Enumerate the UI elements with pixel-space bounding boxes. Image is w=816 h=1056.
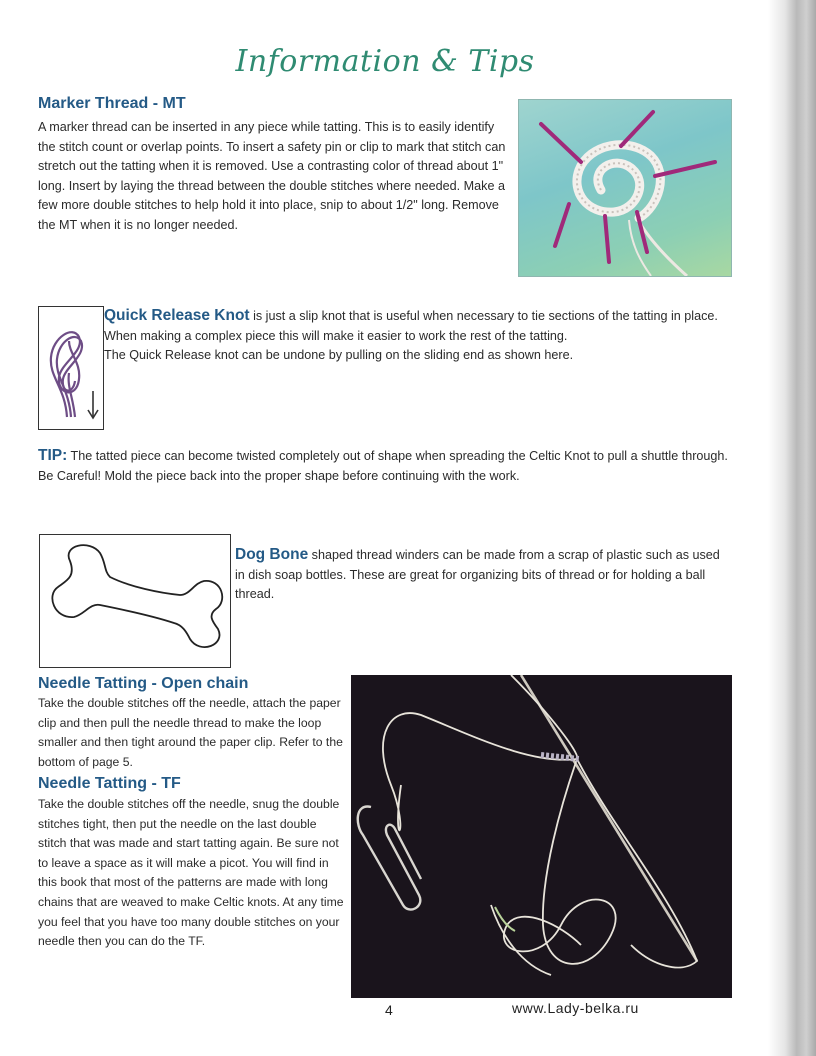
tip-text	[38, 446, 738, 486]
marker-thread-heading: Marker Thread - MT	[38, 95, 186, 112]
dog-bone-body: shaped thread winders can be made from a scrap of plastic such as used in dish soap bottles. These are great for organizing bits of thread or for holding a ball thread.	[235, 548, 720, 602]
needle-tf-text: Take the double stitches off the needle, snug the double stitches tight, then put the needle on the last double stitch that was made and start tatting again. Be sure not to leave a space as it will make a picot. You will find in this book that most of the patterns are made with long chains that are weaved to make Celtic knots. At any time you feel that you have too many double stitches on your needle then you can do the TF.	[38, 797, 344, 949]
page-edge-shadow	[768, 0, 816, 1056]
quick-release-body: is just a slip knot that is useful when necessary to tie sections of the tatting in place. When making a complex piece this will make it easier to work the rest of the tatting.	[104, 309, 718, 343]
page-title: Information & Tips	[235, 44, 535, 79]
footer-url[interactable]: www.Lady-belka.ru	[512, 1000, 639, 1016]
slip-knot-icon	[38, 306, 104, 430]
needle-open-heading: Needle Tatting - Open chain	[38, 675, 249, 692]
dog-bone-text	[235, 545, 733, 605]
tip-body: The tatted piece can become twisted completely out of shape when spreading the Celtic Knot to pull a shuttle through. Be Careful! Mold the piece back into the proper shape before continuing with the work.	[38, 449, 728, 483]
marker-thread-photo	[519, 100, 731, 276]
quick-release-text	[104, 306, 736, 366]
needle-tatting-photo	[351, 675, 732, 998]
tip-lead: TIP:	[38, 447, 68, 464]
page-number: 4	[385, 1002, 393, 1018]
marker-thread-text: A marker thread can be inserted in any piece while tatting. This is to easily identify the stitch count or overlap points. To insert a safety pin or clip to mark that stitch can stretch out the tatting when it is removed. Use a contrasting color of thread about 1" long. Insert by laying the thread between the double stitches where needed. Make a few more double stitches to help hold it into place, snip to about 1/2" long. Remove the MT when it is no longer needed.	[38, 120, 506, 232]
dog-bone-lead: Dog Bone	[235, 546, 309, 563]
needle-tf-heading: Needle Tatting - TF	[38, 775, 181, 792]
dog-bone-icon	[39, 534, 231, 668]
quick-release-lead: Quick Release Knot	[104, 307, 250, 324]
needle-open-text: Take the double stitches off the needle, attach the paper clip and then pull the needle thread to make the loop smaller and then tight around the paper clip. Refer to the bottom of page 5.	[38, 696, 343, 769]
quick-release-body-2: The Quick Release knot can be undone by pulling on the sliding end as shown here.	[104, 348, 574, 363]
